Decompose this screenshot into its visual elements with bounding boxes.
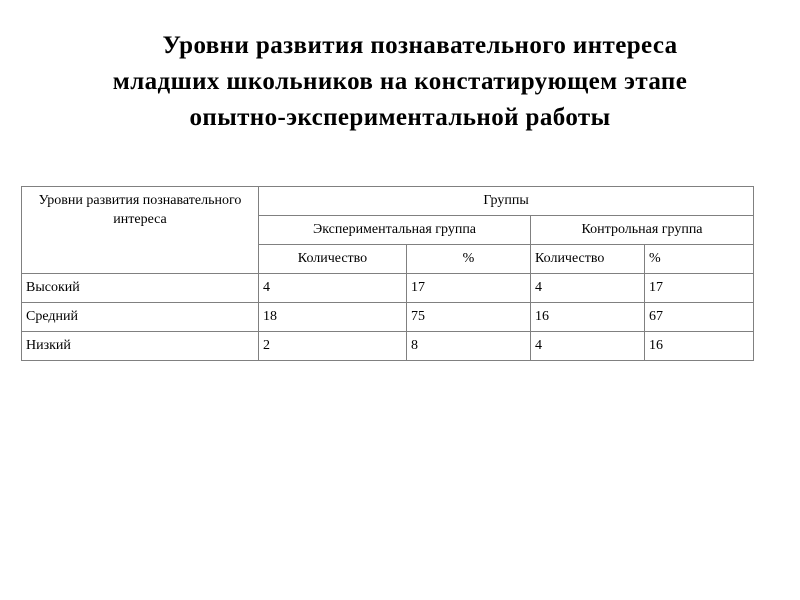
experimental-percent-cell: 17	[407, 274, 531, 303]
experimental-count-header: Количество	[259, 245, 407, 274]
level-cell: Средний	[22, 303, 259, 332]
table-row	[22, 274, 754, 303]
table-row	[22, 303, 754, 332]
level-cell: Низкий	[22, 332, 259, 361]
level-column-header: Уровни развития познавательного интереса	[22, 187, 259, 274]
control-group-header: Контрольная группа	[531, 216, 754, 245]
experimental-count-cell: 2	[259, 332, 407, 361]
table-header-row-1	[22, 187, 754, 216]
experimental-percent-cell: 8	[407, 332, 531, 361]
experimental-percent-cell: 75	[407, 303, 531, 332]
control-count-header: Количество	[531, 245, 645, 274]
control-percent-header: %	[645, 245, 754, 274]
control-percent-cell: 16	[645, 332, 754, 361]
control-count-cell: 16	[531, 303, 645, 332]
experimental-percent-header: %	[407, 245, 531, 274]
experimental-group-header: Экспериментальная группа	[259, 216, 531, 245]
experimental-count-cell: 4	[259, 274, 407, 303]
experimental-count-cell: 18	[259, 303, 407, 332]
slide-title	[0, 28, 800, 136]
table-row	[22, 332, 754, 361]
groups-header: Группы	[259, 187, 754, 216]
interest-levels-table	[21, 186, 754, 361]
control-count-cell: 4	[531, 332, 645, 361]
slide-title-line-1: Уровни развития познавательного интереса	[162, 32, 678, 59]
control-percent-cell: 67	[645, 303, 754, 332]
slide-title-line-2: младших школьников на констатирующем этапе	[112, 68, 688, 95]
control-percent-cell: 17	[645, 274, 754, 303]
level-cell: Высокий	[22, 274, 259, 303]
slide-title-line-3: опытно-экспериментальной работы	[189, 104, 611, 131]
control-count-cell: 4	[531, 274, 645, 303]
